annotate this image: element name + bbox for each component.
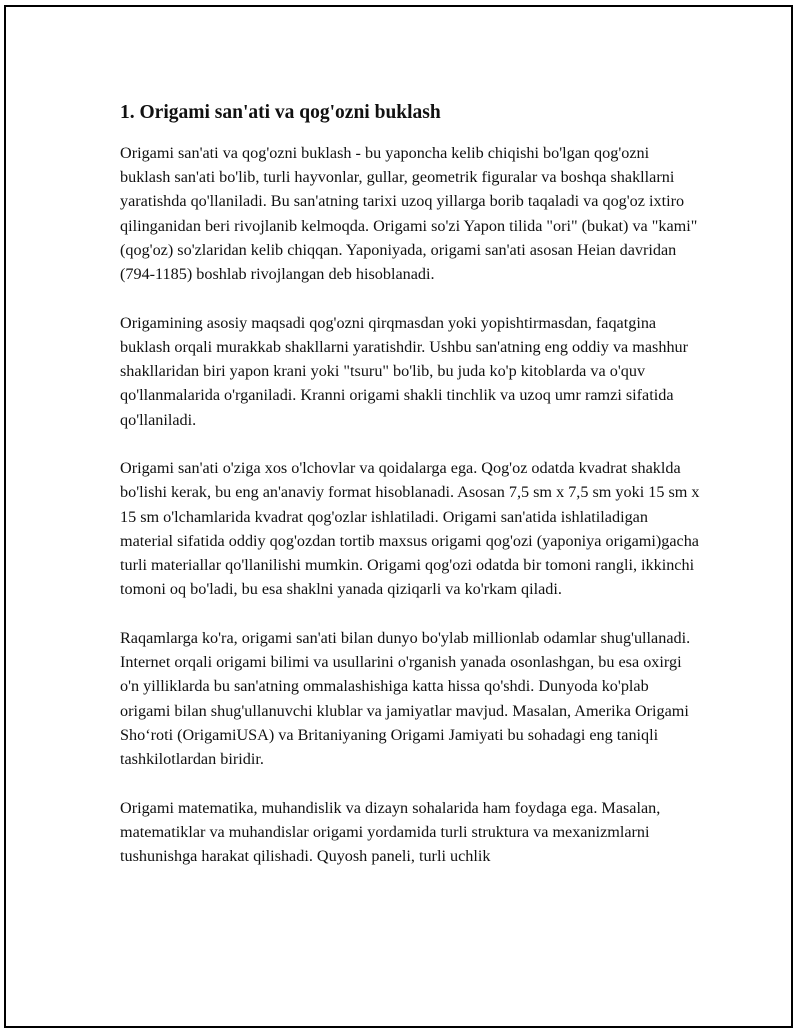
paragraph: Origami san'ati va qog'ozni buklash - bu yaponcha kelib chiqishi bo'lgan qog'ozni buklash san'ati bo'lib, turli hayvonlar, gullar, geometrik figuralar va boshqa shakllarni yaratishda qo'llaniladi. Bu san'atning tarixi uzoq yillarga borib taqaladi va qog'oz ixtiro qilinganidan beri rivojlanib kelmoqda. Origami so'zi Yapon tilida "ori" (bukat) va "kami" (qog'oz) so'zlaridan kelib chiqqan. Yaponiyada, origami san'ati asosan Heian davridan (794-1185) boshlab rivojlangan deb hisoblanadi. (120, 144, 698, 284)
paragraph: Origamining asosiy maqsadi qog'ozni qirqmasdan yoki yopishtirmasdan, faqatgina buklash orqali murakkab shakllarni yaratishdir. Ushbu san'atning eng oddiy va mashhur shakllaridan biri yapon krani yoki "tsuru" bo'lib, bu juda ko'p kitoblarda va o'quv qo'llanmalarida o'rganiladi. Kranni origami shakli tinchlik va uzoq umr ramzi sifatida qo'llaniladi. (120, 313, 689, 429)
document-body (120, 101, 700, 893)
page-frame (4, 5, 793, 1028)
paragraph: Origami matematika, muhandislik va dizayn sohalarida ham foydaga ega. Masalan, matematiklar va muhandislar origami yordamida turli struktura va mexanizmlarni tushunishga harakat qilishadi. Quyosh paneli, turli uchlik (120, 798, 661, 866)
paragraph: Origami san'ati o'ziga xos o'lchovlar va qoidalarga ega. Qog'oz odatda kvadrat shaklda bo'lishi kerak, bu eng an'anaviy format hisoblanadi. Asosan 7,5 sm x 7,5 sm yoki 15 sm x 15 sm o'lchamlarida kvadrat qog'ozlar ishlatiladi. Origami san'atida ishlatiladigan material sifatida oddiy qog'ozdan tortib maxsus origami qog'ozi (yaponiya origami)gacha turli materiallar qo'llanilishi mumkin. Origami qog'ozi odatda bir tomoni rangli, ikkinchi tomoni oq bo'ladi, bu esa shaklni yanada qiziqarli va ko'rkam qiladi. (120, 459, 700, 599)
paragraph: Raqamlarga ko'ra, origami san'ati bilan dunyo bo'ylab millionlab odamlar shug'ullanadi. Internet orqali origami bilimi va usullarini o'rganish yanada osonlashgan, bu esa oxirgi o'n yilliklarda bu san'atning ommalashishiga katta hissa qo'shdi. Dunyoda ko'plab origami bilan shug'ullanuvchi klublar va jamiyatlar mavjud. Masalan, Amerika Origami Sho‘roti (OrigamiUSA) va Britaniyaning Origami Jamiyati bu sohadagi eng taniqli tashkilotlardan biridir. (120, 628, 691, 768)
section-heading: 1. Origami san'ati va qog'ozni buklash (120, 102, 441, 123)
